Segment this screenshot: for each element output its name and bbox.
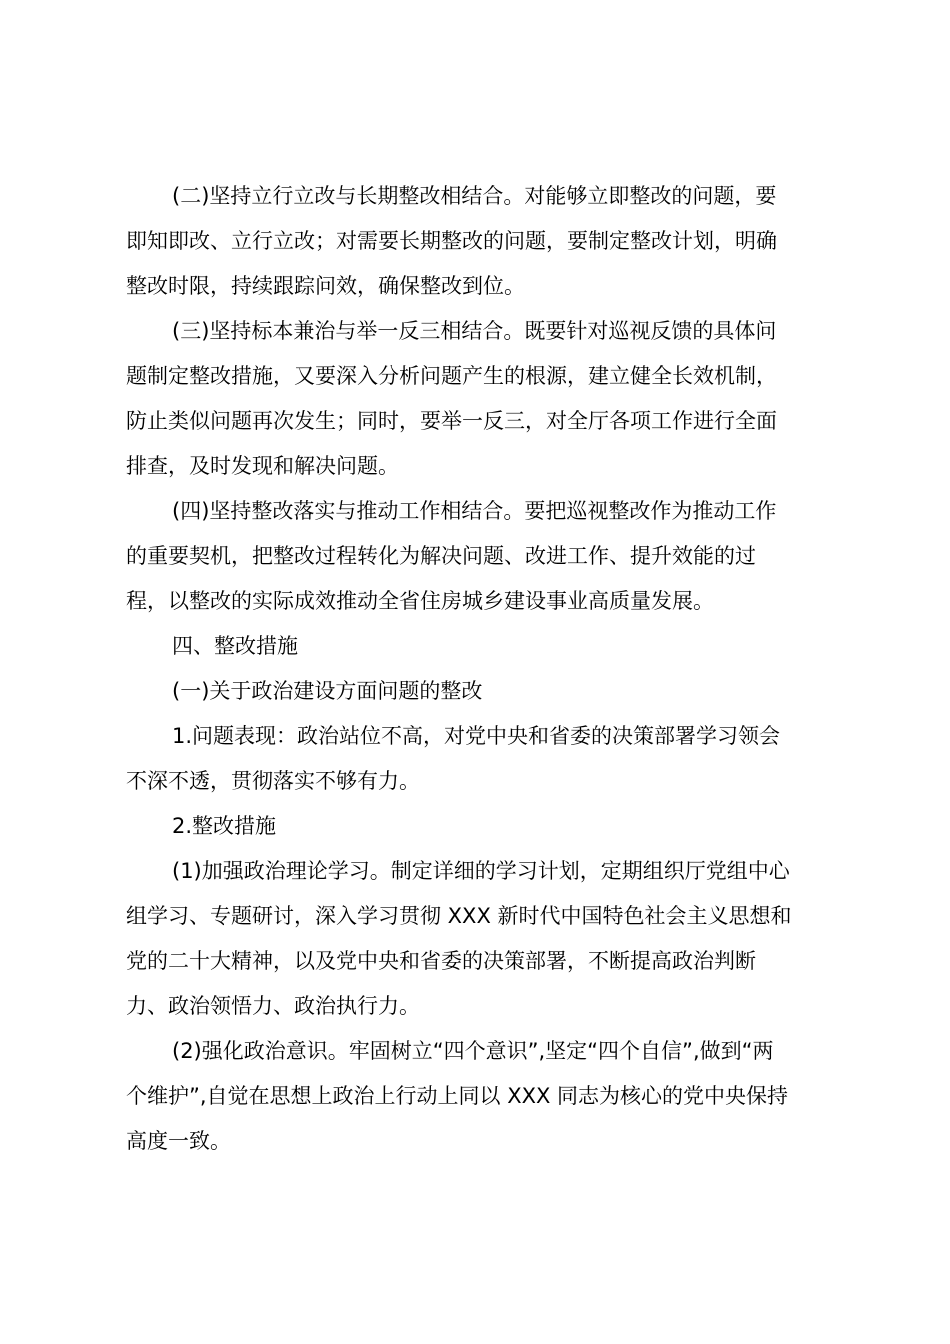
text-line: 即知即改、立行立改；对需要长期整改的问题，要制定整改计划，明确 [126,229,777,253]
text-line: (四)坚持整改落实与推动工作相结合。要把巡视整改作为推动工作 [172,499,777,523]
text-line: 防止类似问题再次发生；同时，要举一反三，对全厅各项工作进行全面 [126,409,777,433]
text-line: (三)坚持标本兼治与举一反三相结合。既要针对巡视反馈的具体问 [172,319,777,343]
text-line: (二)坚持立行立改与长期整改相结合。对能够立即整改的问题，要 [172,184,777,208]
text-line: (1)加强政治理论学习。制定详细的学习计划，定期组织厅党组中心 [172,859,790,883]
text-line: 的重要契机，把整改过程转化为解决问题、改进工作、提升效能的过 [126,544,756,568]
text-line: 高度一致。 [126,1129,231,1153]
text-line: 2.整改措施 [172,814,277,838]
subsection-heading-political [126,669,830,714]
text-line: 排查，及时发现和解决问题。 [126,454,399,478]
text-line: 组学习、专题研讨，深入学习贯彻 XXX 新时代中国特色社会主义思想和 [126,904,792,928]
paragraph-measure-1 [126,849,830,1029]
text-line: (2)强化政治意识。牢固树立“四个意识”,坚定“四个自信”,做到“两 [172,1039,774,1063]
text-line: 程，以整改的实际成效推动全省住房城乡建设事业高质量发展。 [126,589,714,613]
document-body [126,174,830,1164]
paragraph-principle-3 [126,309,830,489]
text-line: 题制定整改措施，又要深入分析问题产生的根源，建立健全长效机制， [126,364,777,388]
text-line: 力、政治领悟力、政治执行力。 [126,994,420,1018]
section-heading-measures [126,624,830,669]
paragraph-measure-2 [126,1029,830,1164]
text-line: 不深不透，贯彻落实不够有力。 [126,769,420,793]
paragraph-principle-2 [126,174,830,309]
paragraph-principle-4 [126,489,830,624]
text-line: 1.问题表现：政治站位不高，对党中央和省委的决策部署学习领会 [172,724,781,748]
paragraph-measures-label [126,804,830,849]
text-line: 整改时限，持续跟踪问效，确保整改到位。 [126,274,525,298]
paragraph-problem [126,714,830,804]
text-line: 党的二十大精神，以及党中央和省委的决策部署，不断提高政治判断 [126,949,756,973]
text-line: 个维护”,自觉在思想上政治上行动上同以 XXX 同志为核心的党中央保持 [126,1084,789,1108]
subsection-heading: (一)关于政治建设方面问题的整改 [172,679,483,703]
section-heading: 四、整改措施 [172,634,298,658]
